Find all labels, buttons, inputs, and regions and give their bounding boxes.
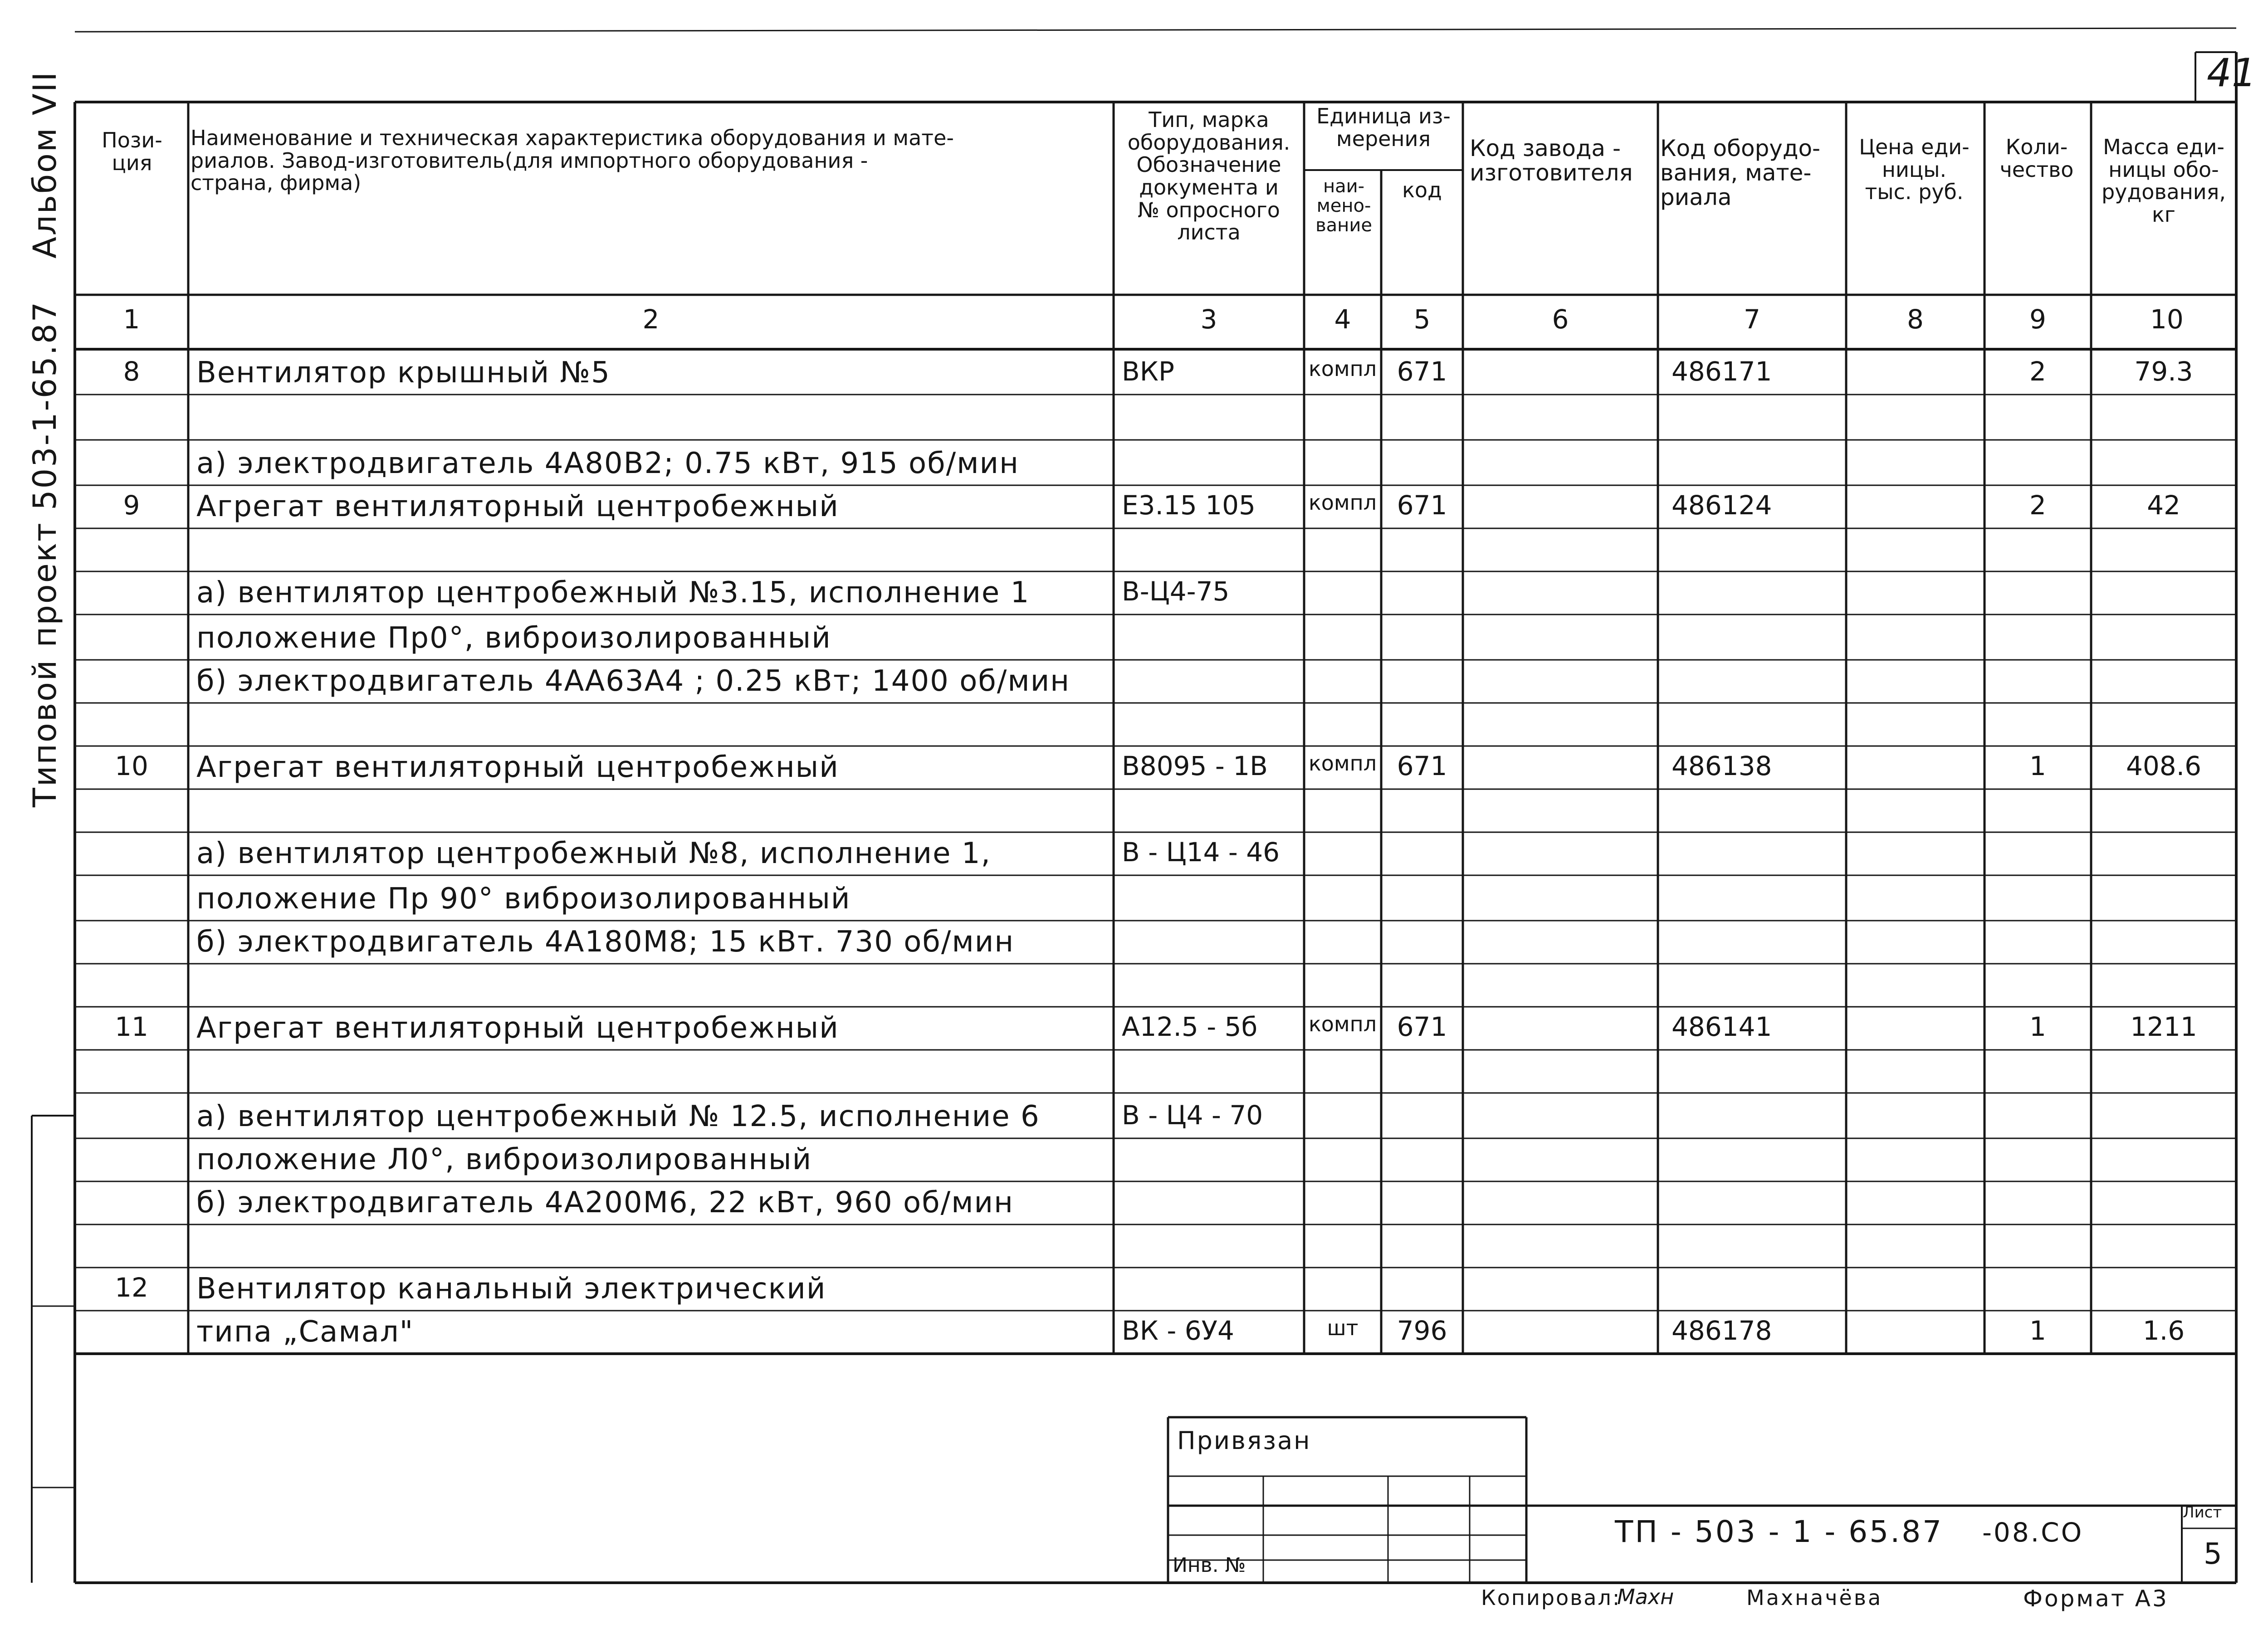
column-number: 7 <box>1744 304 1760 335</box>
header-unit-name: наи- мено- вание <box>1315 176 1372 236</box>
row-name: положение Пр0°, виброизолированный <box>196 621 831 655</box>
row-name: Вентилятор канальный электрический <box>196 1272 826 1306</box>
stamp-inv: Инв. № <box>1173 1554 1246 1577</box>
row-unit-code: 671 <box>1397 751 1447 781</box>
header-quantity: Коли- чество <box>1999 135 2074 182</box>
row-type: В - Ц4 - 70 <box>1122 1100 1263 1131</box>
row-equipment-code: 486178 <box>1672 1315 1772 1346</box>
row-quantity: 2 <box>2029 356 2046 387</box>
row-unit-code: 671 <box>1397 356 1447 387</box>
row-position: 12 <box>115 1272 148 1303</box>
copied-by-label: Копировал: <box>1481 1585 1621 1610</box>
row-unit-code: 796 <box>1397 1315 1447 1346</box>
format-label: Формат А3 <box>2023 1585 2169 1612</box>
row-name: б) электродвигатель 4АА63А4 ; 0.25 кВт; 1400 об/мин <box>196 664 1070 698</box>
column-number: 6 <box>1552 304 1569 335</box>
row-quantity: 1 <box>2029 1315 2046 1346</box>
row-mass: 1211 <box>2130 1011 2197 1042</box>
column-number: 9 <box>2029 304 2046 335</box>
grid-line <box>75 28 2236 32</box>
stamp-linked: Привязан <box>1177 1426 1311 1455</box>
row-type: ВК - 6У4 <box>1122 1315 1234 1346</box>
header-mass: Масса еди- ницы обо- рудования, кг <box>2102 135 2226 227</box>
sheet-label: Лист <box>2183 1503 2222 1522</box>
row-quantity: 2 <box>2029 490 2046 521</box>
header-factory-code: Код завода - изготовителя <box>1470 135 1633 186</box>
column-number: 5 <box>1413 304 1431 335</box>
row-name: Вентилятор крышный №5 <box>196 356 611 390</box>
row-type: А12.5 - 5б <box>1122 1011 1258 1042</box>
row-equipment-code: 486141 <box>1672 1011 1772 1042</box>
row-name: положение Пр 90° виброизолированный <box>196 882 851 916</box>
header-name: Наименование и техническая характеристика оборудования и мате- риалов. Завод-изготовитель(для импортного оборудования - страна, фирма) <box>191 126 954 195</box>
row-name: а) вентилятор центробежный № 12.5, исполнение 6 <box>196 1100 1040 1133</box>
row-name: Агрегат вентиляторный центробежный <box>196 751 839 784</box>
row-name: Агрегат вентиляторный центробежный <box>196 1011 839 1045</box>
row-mass: 1.6 <box>2142 1315 2185 1346</box>
row-quantity: 1 <box>2029 1011 2046 1042</box>
row-unit: шт <box>1327 1316 1359 1340</box>
row-name: типа „Самал" <box>196 1315 414 1349</box>
row-equipment-code: 486124 <box>1672 490 1772 521</box>
row-name: б) электродвигатель 4А200М6, 22 кВт, 960 об/мин <box>196 1186 1014 1219</box>
row-unit-code: 671 <box>1397 1011 1447 1042</box>
column-number: 1 <box>123 304 140 335</box>
row-name: а) вентилятор центробежный №8, исполнение 1, <box>196 837 991 870</box>
row-position: 10 <box>115 751 148 781</box>
row-position: 11 <box>115 1011 148 1042</box>
row-unit: компл <box>1308 356 1377 381</box>
header-price: Цена еди- ницы. тыс. руб. <box>1859 135 1970 205</box>
copier-name: Махначёва <box>1746 1585 1883 1610</box>
row-quantity: 1 <box>2029 751 2046 781</box>
row-unit: компл <box>1308 751 1377 776</box>
row-mass: 42 <box>2147 490 2180 521</box>
row-type: В-Ц4-75 <box>1122 576 1230 607</box>
row-unit-code: 671 <box>1397 490 1447 521</box>
row-unit: компл <box>1308 1012 1377 1036</box>
document-suffix: -08.СО <box>1982 1517 2084 1548</box>
row-name: положение Л0°, виброизолированный <box>196 1143 812 1176</box>
header-position: Пози- ция <box>102 128 162 175</box>
row-type: В8095 - 1В <box>1122 751 1268 781</box>
row-name: б) электродвигатель 4А180М8; 15 кВт. 730 об/мин <box>196 925 1015 959</box>
column-number: 8 <box>1907 304 1924 335</box>
column-number: 10 <box>2150 304 2184 335</box>
row-position: 8 <box>123 356 140 387</box>
page-number: 41 <box>2207 50 2257 96</box>
column-number: 3 <box>1200 304 1217 335</box>
document-code: ТП - 503 - 1 - 65.87 <box>1615 1514 1944 1549</box>
album-label: Альбом VII <box>26 70 64 259</box>
row-equipment-code: 486171 <box>1672 356 1772 387</box>
row-type: В - Ц14 - 46 <box>1122 837 1280 868</box>
row-name: а) электродвигатель 4А80В2; 0.75 кВт, 915 об/мин <box>196 447 1019 480</box>
header-unit: Единица из- мерения <box>1316 104 1451 151</box>
row-equipment-code: 486138 <box>1672 751 1772 781</box>
row-type: Е3.15 105 <box>1122 490 1256 521</box>
row-type: ВКР <box>1122 356 1174 387</box>
row-mass: 408.6 <box>2126 751 2202 781</box>
header-equipment-code: Код оборудо- вания, мате- риала <box>1660 135 1821 210</box>
row-position: 9 <box>123 490 140 521</box>
column-number: 2 <box>642 304 660 335</box>
copier-signature: Махн <box>1617 1585 1674 1609</box>
row-name: а) вентилятор центробежный №3.15, исполнение 1 <box>196 576 1030 610</box>
column-number: 4 <box>1334 304 1351 335</box>
sheet-number: 5 <box>2204 1537 2222 1571</box>
project-label: Типовой проект 503-1-65.87 <box>26 300 64 807</box>
row-mass: 79.3 <box>2134 356 2193 387</box>
header-unit-code: код <box>1402 178 1442 202</box>
row-name: Агрегат вентиляторный центробежный <box>196 490 839 523</box>
row-unit: компл <box>1308 490 1377 515</box>
header-type: Тип, марка оборудования. Обозначение документа и № опросного листа <box>1127 107 1290 245</box>
